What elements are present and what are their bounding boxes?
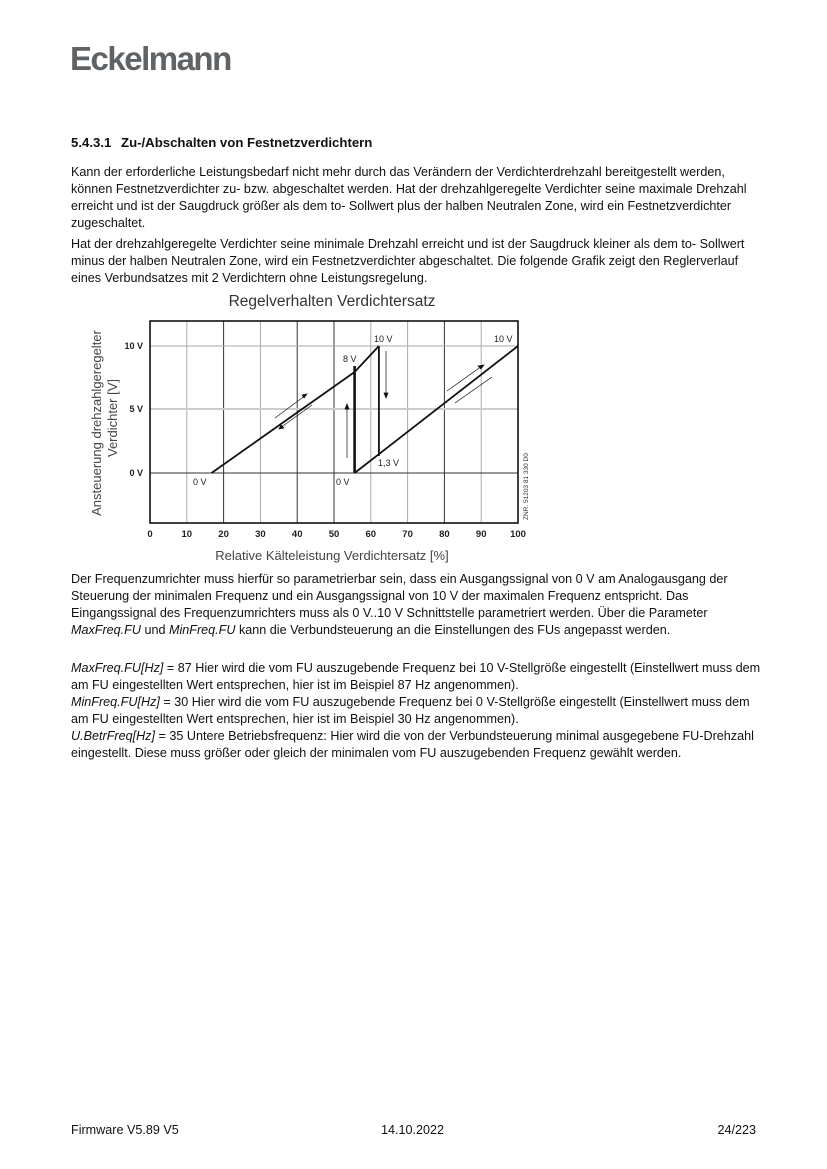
param-name: MaxFreq.FU[Hz] xyxy=(71,661,164,675)
annotation-0v-mid: 0 V xyxy=(336,477,350,487)
company-logo: Eckelmann xyxy=(70,40,231,77)
chart-ylabel-line2: Verdichter [V] xyxy=(105,378,120,458)
y-tick-5v: 5 V xyxy=(129,404,143,414)
param-item-ubetrfreq xyxy=(71,728,761,762)
x-tick-100: 100 xyxy=(510,529,526,540)
param-name: MinFreq.FU[Hz] xyxy=(71,695,160,709)
annotation-1-3v: 1,3 V xyxy=(378,458,400,468)
x-tick-20: 20 xyxy=(218,529,229,540)
chart-grid xyxy=(150,321,518,523)
x-tick-40: 40 xyxy=(291,529,303,540)
chart-title: Regelverhalten Verdichtersatz xyxy=(228,293,436,310)
chart-ylabel-line1: Ansteuerung drehzahlgeregelter xyxy=(89,330,104,516)
param-item-maxfreq xyxy=(71,660,761,694)
param-minfreq: MinFreq.FU xyxy=(169,623,236,637)
drawing-reference: ZNR. 51203 81 330 D0 xyxy=(523,453,530,520)
paragraph-intro: Kann der erforderliche Leistungsbedarf nicht mehr durch das Verändern der Verdichterdrehzahl bereitgestellt werden, können Festnetzverdichter zu- bzw. abgeschaltet werden. Hat der drehzahlgeregelte Verdichter seine maximale Drehzahl erreicht und ist der Saugdruck größer als dem to- Sollwert plus der halben Neutralen Zone, wird ein Festnetzverdichter zugeschaltet. xyxy=(71,165,747,230)
param-desc: = 87 Hier wird die vom FU auszugebende Frequenz bei 10 V-Stellgröße eingestellt (Einstellwert muss dem am FU eingestellten Wert entsprechen, hier ist im Beispiel 87 Hz angenommen). xyxy=(71,661,761,692)
x-tick-70: 70 xyxy=(402,529,413,540)
x-tick-90: 90 xyxy=(475,529,487,540)
x-tick-80: 80 xyxy=(439,529,450,540)
param-desc: = 35 Untere Betriebsfrequenz: Hier wird die von der Verbundsteuerung minimal ausgegebene FU-Drehzahl eingestellt. Diese muss größer oder gleich der minimalen vom FU auszugebenden Frequenz gewählt werden. xyxy=(71,729,754,760)
footer-date: 14.10.2022 xyxy=(381,1123,445,1137)
paragraph-frequency-converter xyxy=(71,571,761,639)
p3-text-b: und xyxy=(140,623,169,637)
param-name: U.BetrFreq[Hz] xyxy=(71,729,155,743)
p3-text-a: Der Frequenzumrichter muss hierfür so parametrierbar sein, dass ein Ausgangssignal von 0 V am Analogausgang der Steuerung der minimalen Frequenz und ein Ausgangssignal von 10 V der maximalen Frequenz entspricht. Das Eingangssignal des Frequenzumrichters muss als 0 V..10 V Schnittstelle parametriert werden. Über die Parameter xyxy=(71,572,728,620)
section-number: 5.4.3.1 xyxy=(71,135,112,150)
section-heading xyxy=(71,135,372,150)
chart-xlabel: Relative Kälteleistung Verdichtersatz [%] xyxy=(215,548,449,563)
y-tick-0v: 0 V xyxy=(129,468,143,478)
annotation-10v-right: 10 V xyxy=(494,334,513,344)
x-tick-60: 60 xyxy=(365,529,377,540)
section-title: Zu-/Abschalten von Festnetzverdichtern xyxy=(121,135,373,150)
annotation-0v-left: 0 V xyxy=(193,477,207,487)
control-behavior-chart xyxy=(80,288,550,568)
x-tick-50: 50 xyxy=(328,529,340,540)
param-maxfreq: MaxFreq.FU xyxy=(71,623,141,637)
footer-page-number: 24/223 xyxy=(717,1123,756,1137)
x-tick-30: 30 xyxy=(255,529,266,540)
y-tick-10v: 10 V xyxy=(124,341,143,351)
paragraph-switch-off: Hat der drehzahlgeregelte Verdichter seine minimale Drehzahl erreicht und ist der Saugdruck kleiner als dem to- Sollwert minus der halben Neutralen Zone, wird ein Festnetzverdichter abgeschaltet. Die folgende Grafik zeigt den Reglerverlauf eines Verbundsatzes mit 2 Verdichtern ohne Leistungsregelung. xyxy=(71,237,745,285)
annotation-10v-mid: 10 V xyxy=(374,334,393,344)
footer-firmware: Firmware V5.89 V5 xyxy=(71,1123,179,1137)
x-tick-10: 10 xyxy=(181,529,193,540)
param-item-minfreq xyxy=(71,694,761,728)
annotation-8v: 8 V xyxy=(343,354,357,364)
x-tick-0: 0 xyxy=(147,529,153,540)
p3-text-c: kann die Verbundsteuerung an die Einstellungen des FUs angepasst werden. xyxy=(235,623,671,637)
param-desc: = 30 Hier wird die vom FU auszugebende Frequenz bei 0 V-Stellgröße eingestellt (Einstellwert muss dem am FU eingestellten Wert entsprechen, hier ist im Beispiel 30 Hz angenommen). xyxy=(71,695,750,726)
parameter-list xyxy=(71,660,761,762)
